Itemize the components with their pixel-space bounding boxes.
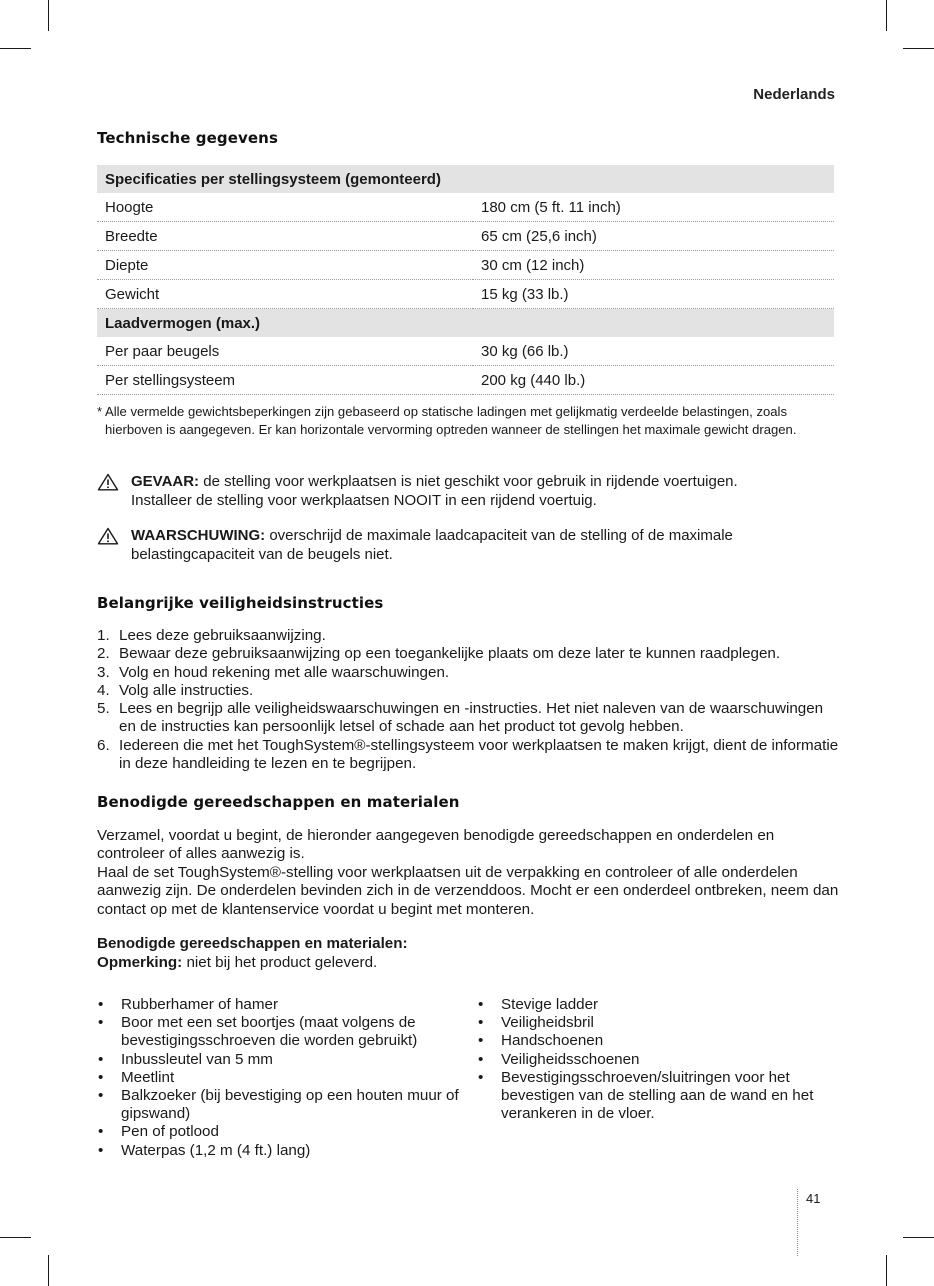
spec-section-title: Laadvermogen (max.) bbox=[97, 309, 834, 338]
spec-label: Gewicht bbox=[97, 280, 473, 309]
item-text: Lees en begrijp alle veiligheidswaarschuwingen en -instructies. Het niet naleven van de waarschuwingen en de instructies kan persoonlijk letsel of schade aan het product tot gevolg hebben. bbox=[119, 700, 824, 736]
warning-notice bbox=[97, 526, 837, 564]
spec-value: 200 kg (440 lb.) bbox=[473, 366, 834, 395]
safety-instructions-list bbox=[97, 627, 842, 773]
list-item: • Inbussleutel van 5 mm bbox=[97, 1051, 467, 1069]
list-item bbox=[97, 700, 842, 737]
tools-subheading-block bbox=[97, 935, 408, 972]
item-number: 3. bbox=[97, 663, 110, 681]
list-item bbox=[97, 682, 842, 700]
list-item bbox=[97, 645, 842, 663]
tools-list-left bbox=[97, 996, 467, 1160]
list-item: • Handschoenen bbox=[477, 1032, 837, 1050]
spec-section-header bbox=[97, 165, 834, 193]
tools-subheading: Benodigde gereedschappen en materialen: bbox=[97, 935, 408, 952]
spec-label: Per paar beugels bbox=[97, 337, 473, 366]
page-number: 41 bbox=[806, 1191, 821, 1206]
spec-row bbox=[97, 222, 834, 251]
spec-row bbox=[97, 337, 834, 366]
list-item: • Pen of potlood bbox=[97, 1123, 467, 1141]
danger-label: GEVAAR: bbox=[131, 473, 200, 490]
item-number: 4. bbox=[97, 681, 110, 699]
crop-mark bbox=[0, 1237, 31, 1238]
tools-unpack-paragraph: Haal de set ToughSystem®-stelling voor werkplaatsen uit de verpakking en controleer of alle onderdelen aanwezig zijn. De onderdelen bevinden zich in de verzenddoos. Mocht er een onderdeel ontbreken, neem dan contact op met de klantenservice voordat u begint met monteren. bbox=[97, 864, 839, 918]
crop-mark bbox=[903, 48, 934, 49]
list-item: • Stevige ladder bbox=[477, 996, 837, 1014]
crop-mark bbox=[48, 1255, 49, 1286]
tools-heading: Benodigde gereedschappen en materialen bbox=[97, 793, 460, 811]
list-item: • Balkzoeker (bij bevestiging op een houten muur of gipswand) bbox=[97, 1087, 467, 1123]
page-number-divider bbox=[797, 1189, 798, 1256]
spec-value: 30 kg (66 lb.) bbox=[473, 337, 834, 366]
spec-value: 15 kg (33 lb.) bbox=[473, 280, 834, 309]
crop-mark bbox=[886, 0, 887, 31]
danger-text: de stelling voor werkplaatsen is niet geschikt voor gebruik in rijdende voertuigen. bbox=[199, 473, 738, 490]
crop-mark bbox=[886, 1255, 887, 1286]
warning-triangle-icon bbox=[97, 473, 119, 491]
list-item bbox=[97, 664, 842, 682]
footnote-line: hierboven is aangegeven. Er kan horizontale vervorming optreden wanneer de stellingen het maximale gewicht dragen. bbox=[105, 422, 797, 437]
spec-section-title: Specificaties per stellingsysteem (gemonteerd) bbox=[97, 165, 834, 193]
table-footnote bbox=[97, 403, 837, 439]
list-item: • Meetlint bbox=[97, 1069, 467, 1087]
crop-mark bbox=[48, 0, 49, 31]
language-label: Nederlands bbox=[753, 86, 835, 103]
spec-label: Per stellingsysteem bbox=[97, 366, 473, 395]
spec-row bbox=[97, 366, 834, 395]
list-item: • Bevestigingsschroeven/sluitringen voor het bevestigen van de stelling aan de wand en het verankeren in de vloer. bbox=[477, 1069, 837, 1124]
spec-label: Diepte bbox=[97, 251, 473, 280]
spec-row bbox=[97, 251, 834, 280]
spec-label: Hoogte bbox=[97, 193, 473, 222]
list-item: • Boor met een set boortjes (maat volgens de bevestigingsschroeven die worden gebruikt) bbox=[97, 1014, 467, 1050]
list-item: • Veiligheidsschoenen bbox=[477, 1051, 837, 1069]
item-text: Bewaar deze gebruiksaanwijzing op een toegankelijke plaats om deze later te kunnen raadplegen. bbox=[119, 645, 781, 663]
list-item bbox=[97, 737, 842, 774]
note-label: Opmerking: bbox=[97, 953, 183, 971]
note-text: niet bij het product geleverd. bbox=[182, 953, 378, 971]
warning-label: WAARSCHUWING: bbox=[131, 527, 266, 544]
tech-heading: Technische gegevens bbox=[97, 129, 278, 147]
spec-label: Breedte bbox=[97, 222, 473, 251]
safety-heading: Belangrijke veiligheidsinstructies bbox=[97, 594, 384, 612]
crop-mark bbox=[903, 1237, 934, 1238]
item-text: Lees deze gebruiksaanwijzing. bbox=[119, 627, 326, 644]
tools-list-right bbox=[477, 996, 837, 1123]
list-item: • Veiligheidsbril bbox=[477, 1014, 837, 1032]
item-number: 5. bbox=[97, 700, 110, 718]
warning-text: belastingcapaciteit van de beugels niet. bbox=[131, 546, 393, 563]
list-item: • Rubberhamer of hamer bbox=[97, 996, 467, 1014]
item-number: 2. bbox=[97, 645, 110, 663]
item-text: Iedereen die met het ToughSystem®-stellingsysteem voor werkplaatsen te maken krijgt, dient de informatie in deze handleiding te lezen en te begrijpen. bbox=[119, 736, 839, 773]
item-number: 1. bbox=[97, 627, 110, 644]
item-text: Volg en houd rekening met alle waarschuwingen. bbox=[119, 663, 450, 681]
item-number: 6. bbox=[97, 736, 110, 754]
spec-value: 180 cm (5 ft. 11 inch) bbox=[473, 193, 834, 222]
danger-text: Installeer de stelling voor werkplaatsen NOOIT in een rijdend voertuig. bbox=[131, 492, 597, 509]
item-text: Volg alle instructies. bbox=[119, 681, 254, 699]
spec-row bbox=[97, 280, 834, 309]
footnote-line: * Alle vermelde gewichtsbeperkingen zijn gebaseerd op statische ladingen met gelijkmatig verdeelde belastingen, zoals bbox=[97, 404, 788, 419]
danger-notice bbox=[97, 472, 837, 510]
spec-section-header bbox=[97, 309, 834, 338]
list-item bbox=[97, 627, 842, 645]
warning-triangle-icon bbox=[97, 527, 119, 545]
spec-value: 30 cm (12 inch) bbox=[473, 251, 834, 280]
crop-mark bbox=[0, 48, 31, 49]
list-item: • Waterpas (1,2 m (4 ft.) lang) bbox=[97, 1142, 467, 1160]
spec-value: 65 cm (25,6 inch) bbox=[473, 222, 834, 251]
tools-intro-paragraph: Verzamel, voordat u begint, de hieronder aangegeven benodigde gereedschappen en onderdelen en controleer of alles aanwezig is. bbox=[97, 827, 775, 863]
spec-table bbox=[97, 165, 834, 395]
warning-text: overschrijd de maximale laadcapaciteit van de stelling of de maximale bbox=[265, 527, 733, 544]
spec-row bbox=[97, 193, 834, 222]
